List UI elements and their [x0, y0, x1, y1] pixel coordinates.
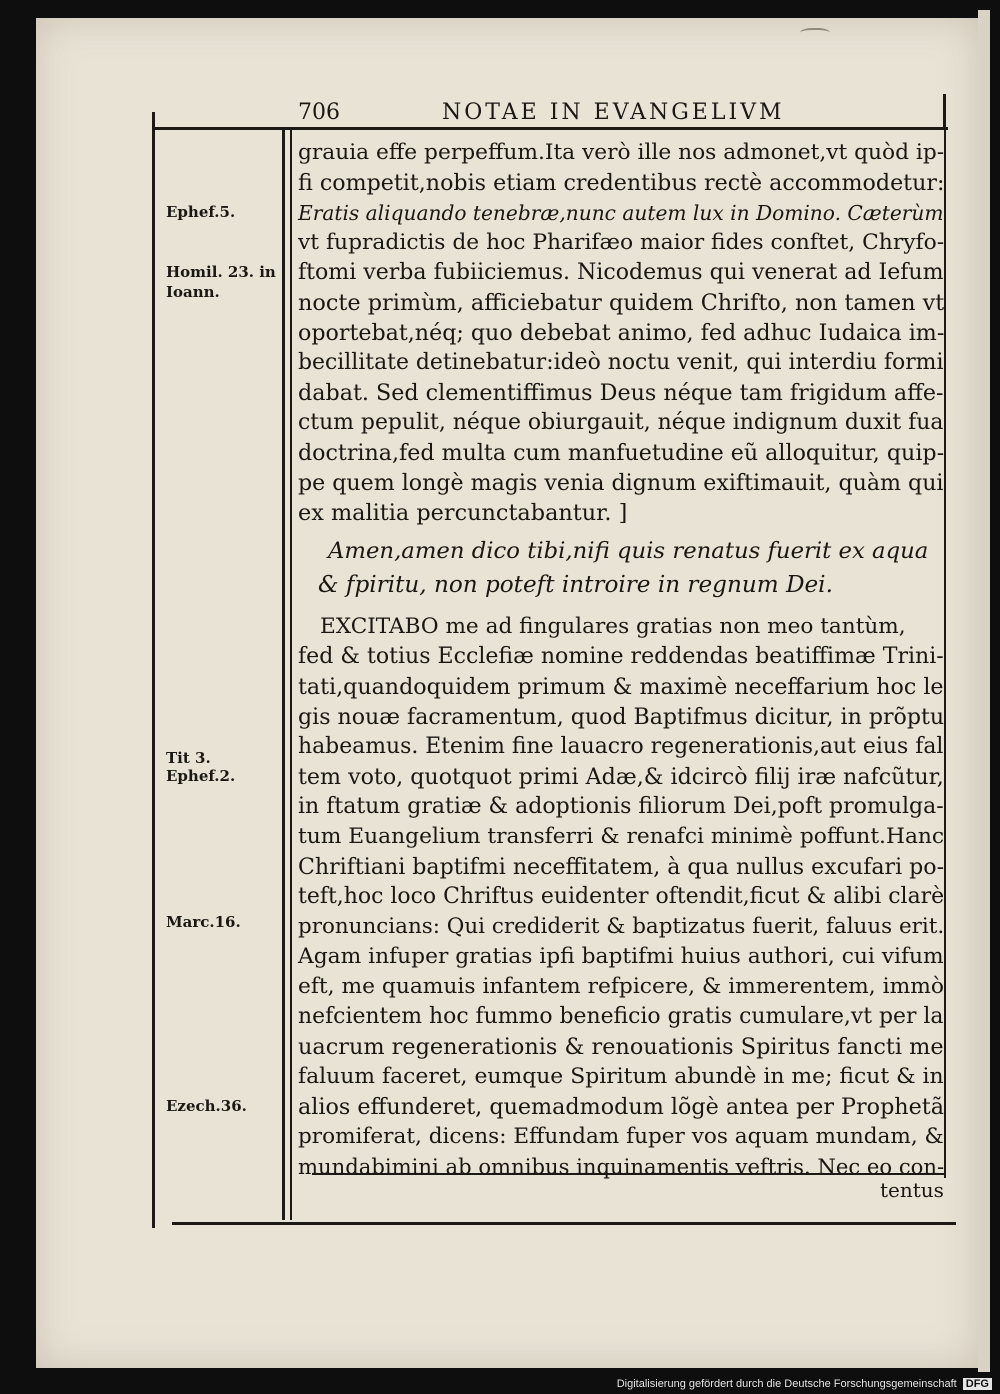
text-line: vt fupradictis de hoc Pharifæo maior fides conftet, Chryfo- [298, 230, 945, 255]
text-line: fed & totius Ecclefiæ nomine reddendas beatiffimæ Trini- [298, 644, 944, 669]
dfg-logo: DFG [963, 1378, 992, 1390]
text-line: Chriftiani baptifmi neceffitatem, à qua nullus excufari po- [298, 854, 945, 880]
text-line: habeamus. Etenim fine lauacro regenerationis,aut eius fal [298, 734, 944, 759]
text-line: dabat. Sed clementiffimus Deus néque tam frigidum affe- [298, 380, 944, 406]
margin-note: Ephef.5. [166, 203, 236, 221]
text-line: eft, me quamuis infantem refpicere, & immerentem, immò [298, 974, 944, 999]
text-line: Eratis aliquando tenebræ,nunc autem lux in Domino. Cæterùm [298, 201, 944, 225]
text-line: pronuncians: Qui crediderit & baptizatus fuerit, faluus erit. [298, 914, 945, 939]
text-line: doctrina,fed multa cum manfuetudine eũ alloquitur, quip- [298, 440, 945, 466]
ink-mark [800, 28, 830, 40]
page-edge [978, 10, 990, 1372]
text-line: Agam infuper gratias ipfi baptifmi huius authori, cui vifum [298, 944, 944, 969]
text-line: tem voto, quotquot primi Adæ,& idcircò filij iræ nafcũtur, [298, 764, 944, 790]
footer-credit [617, 1378, 992, 1390]
text-line: promiferat, dicens: Effundam fuper vos aquam mundam, & [298, 1124, 944, 1149]
text-line: gis nouæ facramentum, quod Baptifmus dicitur, in prõptu [298, 704, 945, 730]
text-line: uacrum regenerationis & renouationis Spiritus fancti me [298, 1034, 944, 1060]
text-line: oportebat,néq; quo debebat animo, fed adhuc Iudaica im- [298, 320, 945, 346]
text-line: tati,quandoquidem primum & maximè neceffarium hoc le [298, 674, 944, 700]
bottom-rule [172, 1222, 956, 1225]
page-number: 706 [298, 100, 340, 125]
text-line: pe quem longè magis venia dignum exiftimauit, quàm qui [298, 470, 944, 496]
margin-left-rule [152, 112, 155, 1228]
text-line: teft,hoc loco Chriftus euidenter oftendit,ficut & alibi clarè [298, 884, 945, 909]
text-line: grauia effe perpeffum.Ita verò ille nos admonet,vt quòd ip- [298, 140, 945, 165]
text-line: fi competit,nobis etiam credentibus rectè accommodetur: [298, 170, 945, 196]
text-line: faluum faceret, eumque Spiritum abundè in me; ficut & in [298, 1064, 944, 1089]
text-line: tum Euangelium transferri & renafci minimè poffunt.Hanc [298, 824, 945, 849]
header-end-bar [943, 94, 946, 128]
text-line: ctum pepulit, néque obiurgauit, néque indignum duxit fua [298, 410, 944, 435]
running-title: NOTAE IN EVANGELIVM [442, 100, 785, 125]
text-line: alios effunderet, quemadmodum lõgè antea per Prophetã [298, 1094, 945, 1120]
text-line: ftomi verba fubiiciemus. Nicodemus qui venerat ad Iefum [298, 260, 944, 285]
margin-right-rule [282, 130, 285, 1220]
scripture-heading: & fpiritu, non poteft introire in regnum Dei. [318, 572, 833, 598]
margin-note: Ezech.36. [166, 1097, 247, 1115]
footer-text: Digitalisierung gefördert durch die Deutsche Forschungsgemeinschaft [616, 1378, 957, 1390]
text-line: in ftatum gratiæ & adoptionis filiorum Dei,poft promulga- [298, 794, 944, 819]
text-line: nefcientem hoc fummo beneficio gratis cumulare,vt per la [298, 1004, 944, 1029]
margin-note: Ephef.2. [166, 767, 236, 785]
margin-note: Tit 3. [166, 749, 211, 767]
catchword: tentus [880, 1178, 944, 1202]
scripture-heading: Amen,amen dico tibi,nifi quis renatus fuerit ex aqua [328, 538, 929, 564]
text-line: mundabimini ab omnibus inquinamentis veftris. Nec eo con- [298, 1154, 945, 1179]
page-header [152, 100, 948, 130]
text-line: ex malitia percunctabantur. ] [298, 500, 628, 526]
text-left-rule [290, 130, 292, 1220]
text-line: EXCITABO me ad fingulares gratias non meo tantùm, [320, 614, 906, 639]
text-line: nocte primùm, afficiebatur quidem Chrifto, non tamen vt [298, 290, 945, 316]
margin-note: Ioann. [166, 283, 220, 301]
margin-note: Homil. 23. in [166, 263, 276, 281]
text-line: becillitate detinebatur:ideò noctu venit, qui interdiu formi [298, 350, 944, 375]
margin-note: Marc.16. [166, 913, 241, 931]
header-rule [152, 127, 948, 130]
